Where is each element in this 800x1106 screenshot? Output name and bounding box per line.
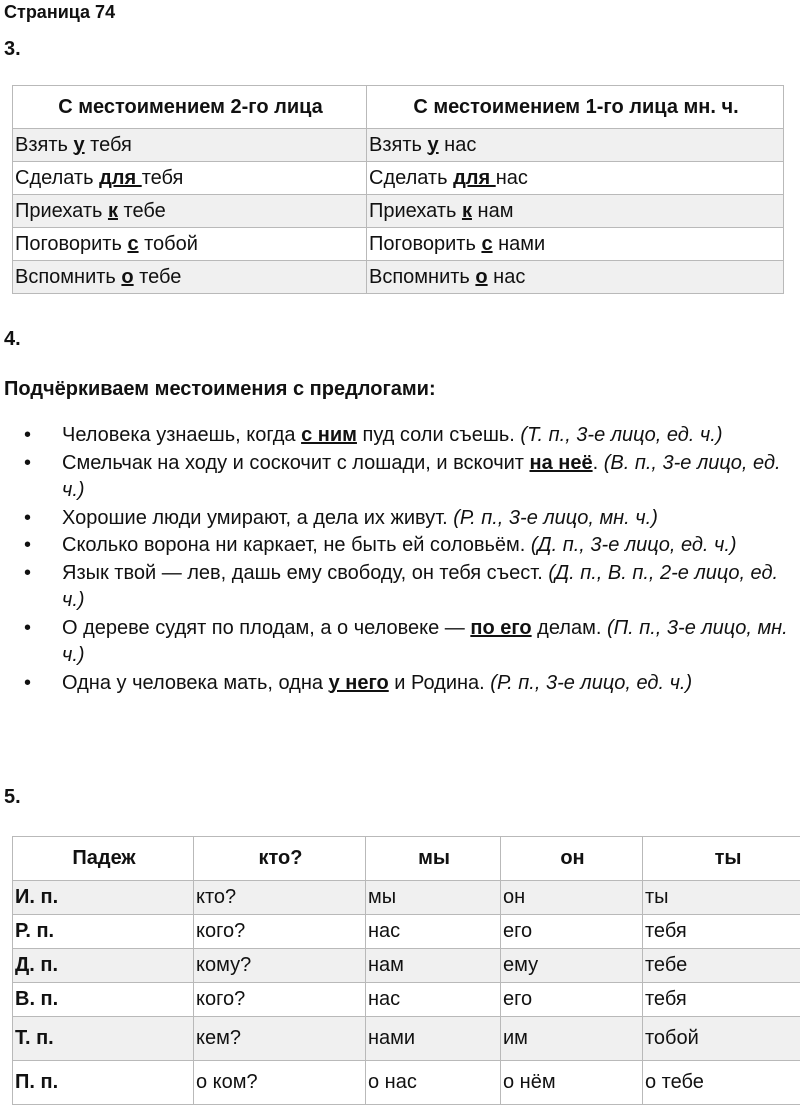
bullet-icon: • <box>24 506 32 529</box>
column-header: С местоимением 1-го лица мн. ч. <box>367 86 784 129</box>
grammar-note: (П. п., 3-е лицо, мн. ч.) <box>62 616 788 666</box>
table-cell: Сделать для нас <box>367 162 784 195</box>
table-row <box>13 261 784 294</box>
case-label: Д. п. <box>13 949 194 983</box>
page-title: Страница 74 <box>4 2 116 22</box>
table-cell: Вспомнить о тебе <box>13 261 367 294</box>
list-item: • Сколько ворона ни каркает, не быть ей соловьём. (Д. п., 3-е лицо, ед. ч.) <box>0 532 800 560</box>
pronoun-with-preposition: на неё <box>529 451 593 474</box>
pronoun-with-preposition: по его <box>470 616 532 639</box>
table-cell: Приехать к нам <box>367 195 784 228</box>
table-cell: кто? <box>194 881 366 915</box>
table-row <box>13 915 800 949</box>
case-label: Р. п. <box>13 915 194 949</box>
table-cell: о ком? <box>194 1061 366 1105</box>
column-header: кто? <box>194 837 366 881</box>
table-cell: им <box>501 1017 643 1061</box>
column-header: мы <box>366 837 501 881</box>
table-cell: о нём <box>501 1061 643 1105</box>
case-label: Т. п. <box>13 1017 194 1061</box>
case-label: В. п. <box>13 983 194 1017</box>
grammar-note: (Д. п., В. п., 2-е лицо, ед. ч.) <box>62 561 779 611</box>
list-item: • О дереве судят по плодам, а о человеке — по его делам. (П. п., 3-е лицо, мн. ч.) <box>24 616 788 666</box>
column-header: он <box>501 837 643 881</box>
task-4-number: 4. <box>4 328 21 350</box>
table-row <box>13 195 784 228</box>
bullet-icon: • <box>24 424 32 446</box>
bullet-icon: • <box>24 616 32 639</box>
table-row <box>13 983 800 1017</box>
preposition: к <box>461 199 472 222</box>
grammar-note: (Т. п., 3-е лицо, ед. ч.) <box>520 424 723 446</box>
list-item: • Язык твой — лев, дашь ему свободу, он тебя съест. (Д. п., В. п., 2-е лицо, ед. ч.) <box>24 561 779 611</box>
table-cell: тебя <box>643 983 800 1017</box>
preposition: к <box>107 199 118 222</box>
table-cell: его <box>501 915 643 949</box>
table-cell: ты <box>643 881 800 915</box>
preposition: с <box>127 232 139 255</box>
table-row <box>13 228 784 261</box>
grammar-note: (Р. п., 3-е лицо, мн. ч.) <box>453 506 658 529</box>
table-cell: тебя <box>643 915 800 949</box>
table-cell: ему <box>501 949 643 983</box>
column-header: Падеж <box>13 837 194 881</box>
table-header-row <box>13 86 784 129</box>
table-cell: нас <box>366 983 501 1017</box>
table-cell: о нас <box>366 1061 501 1105</box>
task-5-number: 5. <box>4 786 21 808</box>
table-cell: кому? <box>194 949 366 983</box>
list-item: • Одна у человека мать, одна у него и Родина. (Р. п., 3-е лицо, ед. ч.) <box>0 670 800 698</box>
table-cell: Поговорить с нами <box>367 228 784 261</box>
table-row <box>13 129 784 162</box>
task-4-heading: Подчёркиваем местоимения с предлогами: <box>4 378 436 400</box>
preposition: с <box>481 232 493 255</box>
column-header: ты <box>643 837 800 881</box>
bullet-icon: • <box>24 451 32 474</box>
table-cell: его <box>501 983 643 1017</box>
grammar-note: (В. п., 3-е лицо, ед. ч.) <box>62 451 781 501</box>
proverb-list <box>0 422 800 697</box>
table-row <box>13 949 800 983</box>
table-cell: мы <box>366 881 501 915</box>
table-cell: кого? <box>194 915 366 949</box>
bullet-icon: • <box>24 561 32 584</box>
pronoun-with-preposition: у него <box>328 671 389 694</box>
table-cell: нас <box>366 915 501 949</box>
task-3-table <box>12 85 784 294</box>
table-row <box>13 1017 800 1061</box>
table-cell: кого? <box>194 983 366 1017</box>
case-label: П. п. <box>13 1061 194 1105</box>
table-cell: нам <box>366 949 501 983</box>
table-row <box>13 881 800 915</box>
table-cell: тебе <box>643 949 800 983</box>
table-cell: он <box>501 881 643 915</box>
table-cell: нами <box>366 1017 501 1061</box>
bullet-icon: • <box>24 534 32 556</box>
table-cell: тобой <box>643 1017 800 1061</box>
table-cell: кем? <box>194 1017 366 1061</box>
bullet-icon: • <box>24 671 32 694</box>
preposition: для <box>99 166 142 189</box>
preposition: у <box>73 133 85 156</box>
preposition: для <box>453 166 496 189</box>
preposition: о <box>121 265 134 288</box>
list-item: • Смельчак на ходу и соскочит с лошади, и вскочит на неё. (В. п., 3-е лицо, ед. ч.) <box>24 451 781 501</box>
table-cell: Взять у нас <box>367 129 784 162</box>
table-cell: о тебе <box>643 1061 800 1105</box>
grammar-note: (Д. п., 3-е лицо, ед. ч.) <box>530 534 737 556</box>
preposition: у <box>427 133 439 156</box>
list-item: • Хорошие люди умирают, а дела их живут. (Р. п., 3-е лицо, мн. ч.) <box>0 505 800 533</box>
case-label: И. п. <box>13 881 194 915</box>
table-row <box>13 1061 800 1105</box>
grammar-note: (Р. п., 3-е лицо, ед. ч.) <box>490 671 693 694</box>
table-header-row <box>13 837 800 881</box>
table-cell: Взять у тебя <box>13 129 367 162</box>
table-cell: Поговорить с тобой <box>13 228 367 261</box>
table-row <box>13 162 784 195</box>
column-header: С местоимением 2-го лица <box>13 86 367 129</box>
list-item: • Человека узнаешь, когда с ним пуд соли съешь. (Т. п., 3-е лицо, ед. ч.) <box>0 422 800 450</box>
preposition: о <box>475 265 488 288</box>
pronoun-with-preposition: с ним <box>301 424 357 446</box>
table-cell: Сделать для тебя <box>13 162 367 195</box>
task-5-table <box>12 836 800 1105</box>
task-3-number: 3. <box>4 38 21 60</box>
table-cell: Вспомнить о нас <box>367 261 784 294</box>
table-cell: Приехать к тебе <box>13 195 367 228</box>
